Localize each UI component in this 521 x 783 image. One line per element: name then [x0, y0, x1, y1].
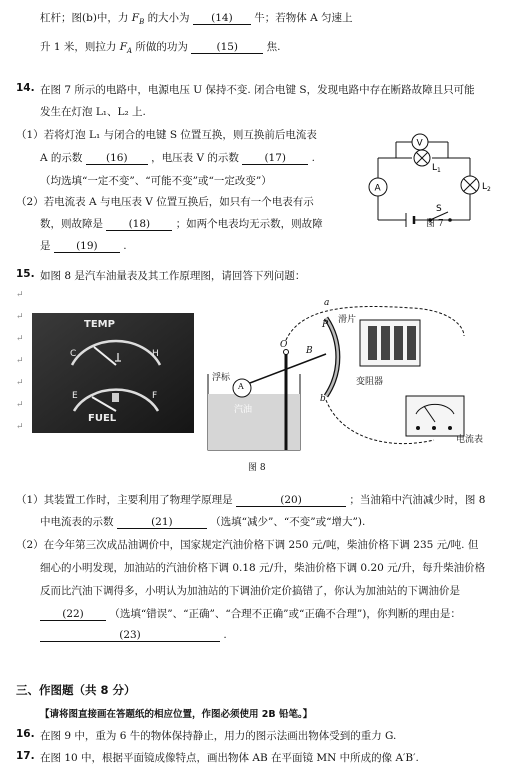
- figure-8-caption: 图 8: [248, 463, 266, 473]
- pivot-o: [284, 350, 289, 355]
- ammeter-device-icon: [406, 396, 464, 436]
- answer-blank-20[interactable]: (20): [236, 494, 346, 507]
- q14-part2-line3: 是 (19) .: [40, 240, 127, 252]
- q15-part2-line5: (23) .: [40, 629, 227, 642]
- paragraph-marker: ↵: [16, 312, 24, 322]
- paragraph-marker: ↵: [16, 356, 24, 366]
- ammeter-label: A: [374, 183, 381, 194]
- float-label: 浮标: [212, 373, 231, 383]
- paragraph-marker: ↵: [16, 422, 24, 432]
- q14-part2-line1: （2）若电流表 A 与电压表 V 位置互换后，如只有一个电表有示: [16, 196, 314, 208]
- figure-7-caption: 图 7: [426, 219, 444, 229]
- point-b-lower-label: b: [320, 394, 326, 404]
- top-line-1: 杠杆；图(b)中，力 $F_B$ 的大小为 (14) 牛；若物体 A 匀速上: [40, 12, 353, 27]
- gauge-c-label: C: [70, 349, 77, 359]
- q15-part1-line2: 中电流表的示数 (21) （选填“减少”、“不变”或“增大”).: [40, 516, 366, 528]
- point-o-label: O: [280, 340, 288, 350]
- q14-part2-line2: 数，则故障是 (18) ；如两个电表均无示数，则故障: [40, 218, 323, 230]
- rheostat-label: 变阻器: [356, 377, 384, 387]
- svg-text:L2: $L_2$: [482, 182, 491, 193]
- oil-label: 汽油: [234, 405, 253, 415]
- float-a-label: A: [238, 382, 244, 391]
- answer-blank-17[interactable]: (17): [242, 152, 308, 165]
- q14-part1-line1: （1）若将灯泡 L₁ 与闭合的电键 S 位置互换，则互换前后电流表: [16, 129, 317, 141]
- fuel-pump-icon: [112, 393, 119, 402]
- ammeter-device-label: 电流表: [456, 435, 484, 445]
- question-14-stem-1: 在图 7 所示的电路中，电源电压 U 保持不变. 闭合电键 S，发现电路中存在断路故障且只可能: [40, 84, 475, 96]
- paragraph-marker: ↵: [16, 378, 24, 388]
- fuel-gauge-photo: [32, 313, 194, 433]
- paragraph-marker: ↵: [16, 334, 24, 344]
- q15-part2-line4: (22) （选填“错误”、“正确”、“合理不正确”或“正确不合理”)，你判断的理由是：: [40, 606, 461, 621]
- question-14-stem-2: 发生在灯泡 L₁、L₂ 上.: [40, 106, 146, 118]
- answer-blank-19[interactable]: (19): [54, 240, 120, 253]
- gauge-f-label: F: [152, 391, 158, 401]
- question-15-number: 15.: [16, 268, 35, 280]
- point-p-label: P: [322, 320, 329, 330]
- paragraph-marker: ↵: [16, 290, 24, 300]
- section-3-title: 三、作图题（共 8 分）: [16, 683, 136, 697]
- question-17-text: 在图 10 中，根据平面镜成像特点，画出物体 AB 在平面镜 MN 中所成的像 A′B′.: [40, 752, 419, 764]
- gauge-temp-label: TEMP: [84, 319, 115, 330]
- paragraph-marker: ↵: [16, 400, 24, 410]
- q15-part2-line1: （2）在今年第三次成品油调价中，国家规定汽油价格下调 250 元/吨，柴油价格下调 235 元/吨. 但: [16, 539, 479, 551]
- gauge-e-label: E: [72, 391, 78, 401]
- q14-part1-line2: A 的示数 (16) ，电压表 V 的示数 (17) .: [40, 152, 315, 164]
- voltmeter-label: V: [416, 138, 423, 149]
- question-17-number: 17.: [16, 750, 35, 762]
- question-14-number: 14.: [16, 82, 35, 94]
- gauge-fuel-label: FUEL: [88, 413, 117, 424]
- answer-blank-15[interactable]: (15): [191, 41, 263, 54]
- answer-blank-22[interactable]: (22): [40, 608, 106, 621]
- q15-part1-line1: （1）其装置工作时，主要利用了物理学原理是 (20) ；当油箱中汽油减少时，图 8: [16, 494, 486, 506]
- switch-label: S: [436, 204, 442, 214]
- answer-blank-14[interactable]: (14): [193, 12, 251, 25]
- answer-blank-16[interactable]: (16): [86, 152, 148, 165]
- point-a-label: a: [324, 298, 330, 308]
- svg-text:L1: $L_1$: [432, 163, 441, 174]
- q15-part2-line3: 反而比汽油下调得多，小明认为加油站的下调油价定价搞错了，你认为加油站的下调油价是: [40, 585, 460, 597]
- point-b-label: B: [306, 346, 313, 356]
- q15-part2-line2: 细心的小明发现，加油站的汽油价格下调 0.18 元/升，柴油价格下调 0.20 元/升，每升柴油价格: [40, 562, 486, 574]
- answer-blank-23[interactable]: (23): [40, 629, 220, 642]
- top-line-2: 升 1 米，则拉力 $F_A$ 所做的功为 (15) 焦.: [40, 41, 281, 56]
- slider-label: 滑片: [338, 315, 357, 325]
- question-15-stem: 如图 8 是汽车油量表及其工作原理图，请回答下列问题：: [40, 270, 306, 282]
- gauge-h-label: H: [152, 349, 159, 359]
- q14-part1-line3: （均选填“一定不变”、“可能不变”或“一定改变”）: [40, 175, 272, 187]
- section-3-note: 【请将图直接画在答题纸的相应位置，作图必须使用 2B 铅笔。】: [40, 709, 313, 720]
- answer-blank-18[interactable]: (18): [106, 218, 172, 231]
- question-16-text: 在图 9 中，重为 6 牛的物体保持静止，用力的图示法画出物体受到的重力 G.: [40, 730, 397, 742]
- answer-blank-21[interactable]: (21): [117, 516, 207, 529]
- question-16-number: 16.: [16, 728, 35, 740]
